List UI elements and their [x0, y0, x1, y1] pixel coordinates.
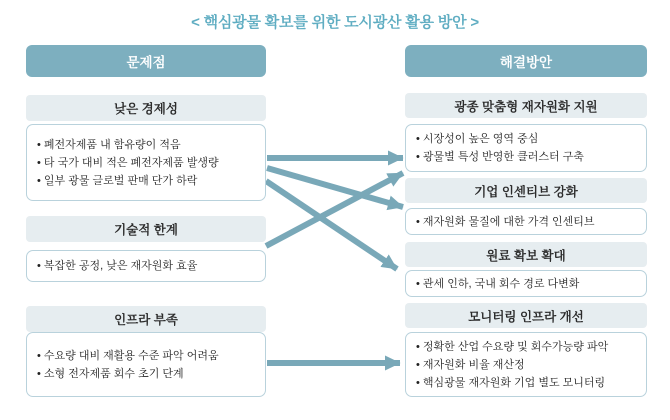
arrow [266, 173, 403, 246]
solution-box-custom-recycling-support [405, 124, 647, 172]
bullet-item: • 광물별 특성 반영한 클러스터 구축 [416, 148, 638, 166]
bullet-item: • 복잡한 공정, 낮은 재자원화 효율 [37, 257, 257, 275]
solution-section-title-monitoring-infrastructure: 모니터링 인프라 개선 [405, 303, 647, 328]
bullet-item: • 일부 광물 글로벌 판매 단가 하락 [37, 172, 257, 190]
bullet-item: • 재자원화 물질에 대한 가격 인센티브 [416, 213, 638, 231]
solution-section-title-corporate-incentives: 기업 인센티브 강화 [405, 178, 647, 203]
bullet-item: • 시장성이 높은 영역 중심 [416, 130, 638, 148]
solutions-header: 해결방안 [405, 45, 647, 77]
arrow [267, 168, 403, 207]
problem-section-title-low-economics: 낮은 경제성 [26, 95, 266, 121]
solutions-column [405, 0, 647, 420]
solution-section-title-custom-recycling-support: 광종 맞춤형 재자원화 지원 [405, 93, 647, 118]
bullet-item: • 수요량 대비 재활용 수준 파악 어려움 [37, 347, 257, 365]
problem-section-title-technical-limits: 기술적 한계 [26, 216, 266, 242]
solution-box-corporate-incentives [405, 208, 647, 235]
bullet-item: • 재자원화 비율 재산정 [416, 356, 638, 374]
solution-box-monitoring-infrastructure [405, 332, 647, 397]
bullet-item: • 관세 인하, 국내 회수 경로 다변화 [416, 275, 638, 293]
solution-section-title-raw-material-procurement: 원료 확보 확대 [405, 242, 647, 267]
problem-box-technical-limits [26, 250, 266, 282]
bullet-item: • 타 국가 대비 적은 폐전자제품 발생량 [37, 154, 257, 172]
problem-box-low-economics [26, 124, 266, 201]
problems-header: 문제점 [26, 45, 266, 77]
bullet-item: • 정확한 산업 수요량 및 회수가능량 파악 [416, 338, 638, 356]
problems-column [26, 0, 266, 420]
problem-section-title-infrastructure-shortage: 인프라 부족 [26, 306, 266, 332]
diagram-title: < 핵심광물 확보를 위한 도시광산 활용 방안 > [191, 14, 479, 31]
bullet-item: • 소형 전자제품 회수 초기 단계 [37, 365, 257, 383]
bullet-item: • 폐전자제품 내 함유량이 적음 [37, 136, 257, 154]
arrow [266, 181, 397, 269]
problem-box-infrastructure-shortage [26, 332, 266, 397]
solution-box-raw-material-procurement [405, 270, 647, 297]
bullet-item: • 핵심광물 재자원화 기업 별도 모니터링 [416, 374, 638, 392]
